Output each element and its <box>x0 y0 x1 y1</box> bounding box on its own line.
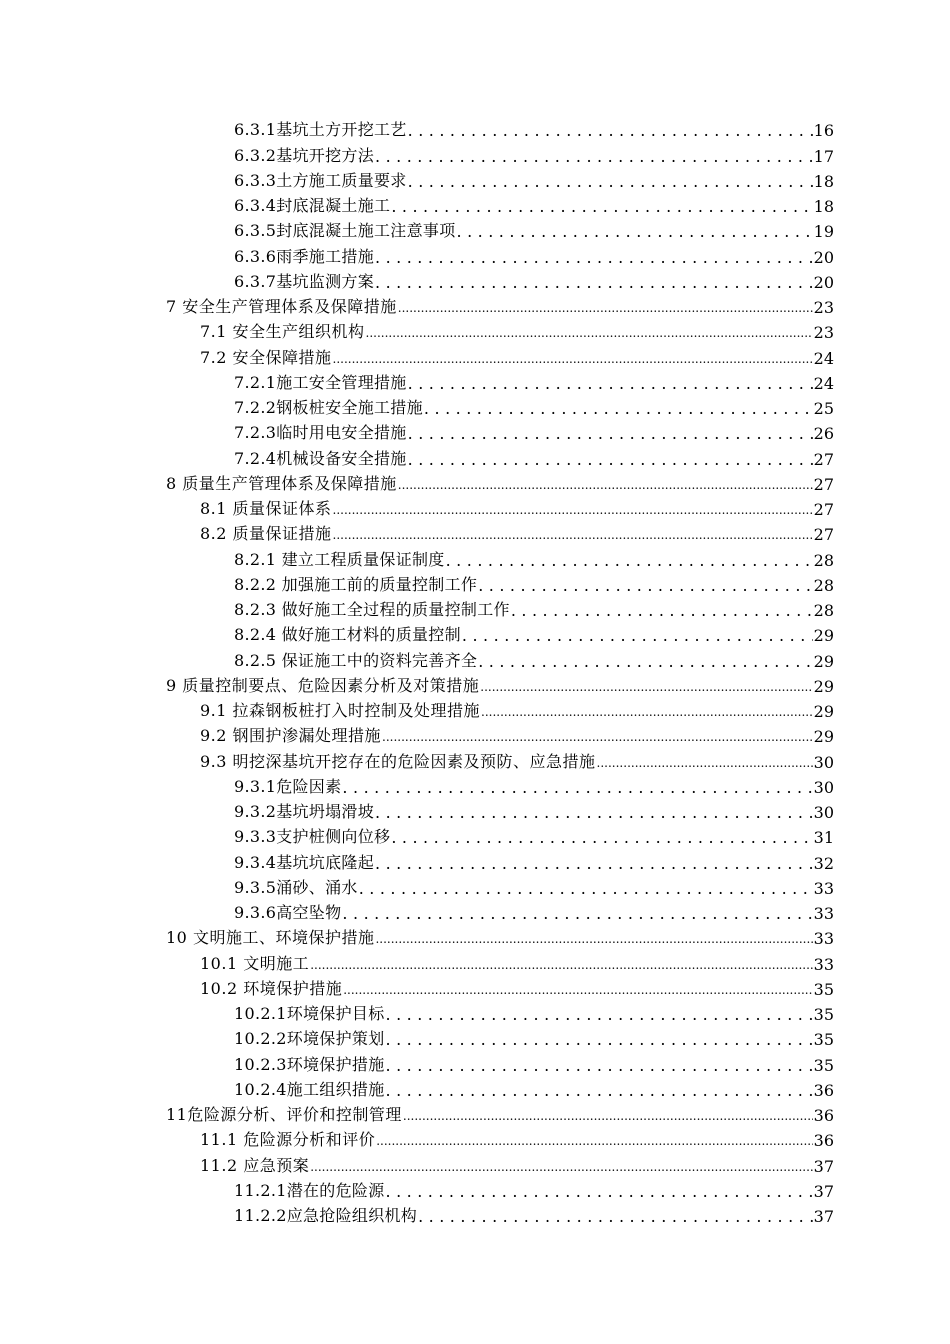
toc-entry[interactable] <box>234 874 834 899</box>
toc-dot-leader <box>343 980 812 1000</box>
toc-entry[interactable] <box>200 495 834 520</box>
toc-entry-page-number: 20 <box>813 247 834 267</box>
toc-entry[interactable] <box>234 116 834 141</box>
toc-entry-page-number: 19 <box>813 222 834 242</box>
toc-entry[interactable] <box>166 293 834 318</box>
toc-entry-page-number: 16 <box>813 121 834 141</box>
toc-entry-title: 8.2.1 建立工程质量保证制度 <box>234 549 445 569</box>
toc-entry[interactable] <box>234 192 834 217</box>
toc-entry-page-number: 28 <box>813 550 834 570</box>
toc-entry[interactable] <box>166 470 834 495</box>
toc-dot-leader <box>310 1157 812 1177</box>
toc-dot-leader <box>375 854 813 874</box>
toc-entry-title: 6.3.7基坑监测方案 <box>234 271 375 291</box>
toc-entry-page-number: 27 <box>813 525 834 545</box>
toc-entry-title: 6.3.2基坑开挖方法 <box>234 145 375 165</box>
toc-entry-title: 7.2.2钢板桩安全施工措施 <box>234 398 423 417</box>
toc-entry[interactable] <box>234 571 834 596</box>
table-of-contents <box>0 116 950 1227</box>
toc-dot-leader <box>408 424 813 444</box>
toc-dot-leader <box>375 147 813 167</box>
toc-entry-title: 10.2.3环境保护措施 <box>234 1054 385 1074</box>
toc-entry-page-number: 36 <box>813 1106 834 1125</box>
toc-entry-title: 10.2 环境保护措施 <box>200 978 343 998</box>
toc-dot-leader <box>481 702 813 722</box>
toc-dot-leader <box>418 1207 813 1227</box>
toc-entry[interactable] <box>200 343 834 368</box>
toc-entry-page-number: 33 <box>813 954 834 974</box>
toc-entry[interactable] <box>234 419 834 444</box>
toc-entry-title: 7 安全生产管理体系及保障措施 <box>166 297 397 316</box>
toc-entry[interactable] <box>234 848 834 873</box>
toc-entry[interactable] <box>234 798 834 823</box>
toc-entry-page-number: 35 <box>813 979 834 999</box>
toc-entry[interactable] <box>234 1025 834 1050</box>
toc-entry-title: 8.1 质量保证体系 <box>200 499 332 518</box>
toc-entry-page-number: 36 <box>813 1131 834 1151</box>
toc-entry-page-number: 24 <box>813 373 834 393</box>
toc-entry-page-number: 18 <box>813 197 834 216</box>
toc-dot-leader <box>366 323 813 343</box>
toc-entry-title: 9.3.6高空坠物 <box>234 903 342 922</box>
toc-entry[interactable] <box>234 1076 834 1101</box>
toc-dot-leader <box>398 475 813 495</box>
toc-entry-title: 9.3.5涌砂、涌水 <box>234 877 358 897</box>
toc-entry-title: 9 质量控制要点、危险因素分析及对策措施 <box>166 675 480 695</box>
toc-entry[interactable] <box>166 1101 834 1126</box>
toc-dot-leader <box>342 904 812 924</box>
toc-entry-title: 10.2.1环境保护目标 <box>234 1004 385 1023</box>
toc-entry[interactable] <box>234 167 834 192</box>
toc-entry-page-number: 25 <box>813 399 834 418</box>
toc-entry-page-number: 30 <box>813 803 834 822</box>
toc-entry-page-number: 23 <box>813 323 834 343</box>
toc-entry-title: 9.1 拉森钢板桩打入时控制及处理措施 <box>200 701 481 720</box>
toc-entry[interactable] <box>166 672 834 697</box>
toc-dot-leader <box>408 172 813 192</box>
toc-dot-leader <box>375 803 813 823</box>
toc-entry-page-number: 24 <box>813 348 834 368</box>
toc-entry-page-number: 29 <box>813 727 834 747</box>
toc-dot-leader <box>375 248 813 268</box>
toc-entry[interactable] <box>200 722 834 747</box>
toc-entry[interactable] <box>200 747 834 772</box>
toc-entry[interactable] <box>234 773 834 798</box>
toc-entry-title: 8.2.4 做好施工材料的质量控制 <box>234 625 461 645</box>
toc-entry-title: 6.3.4封底混凝土施工 <box>234 196 391 215</box>
toc-entry-page-number: 20 <box>813 272 834 292</box>
toc-dot-leader <box>391 828 812 848</box>
toc-entry[interactable] <box>200 1151 834 1176</box>
toc-entry[interactable] <box>234 646 834 671</box>
toc-dot-leader <box>478 652 812 672</box>
toc-dot-leader <box>403 1106 813 1126</box>
toc-entry-title: 7.1 安全生产组织机构 <box>200 322 365 342</box>
toc-entry[interactable] <box>200 949 834 974</box>
toc-dot-leader <box>446 551 813 571</box>
toc-entry[interactable] <box>234 141 834 166</box>
toc-dot-leader <box>386 1030 813 1050</box>
toc-dot-leader <box>457 222 813 242</box>
toc-dot-leader <box>597 753 813 773</box>
toc-dot-leader <box>333 349 813 369</box>
toc-dot-leader <box>398 298 813 318</box>
toc-entry-page-number: 35 <box>813 1005 834 1024</box>
toc-entry-title: 11危险源分析、评价和控制管理 <box>166 1105 402 1124</box>
toc-dot-leader <box>478 576 812 596</box>
toc-entry[interactable] <box>234 444 834 469</box>
toc-entry-title: 11.1 危险源分析和评价 <box>200 1130 376 1150</box>
toc-entry-title: 10.2.4施工组织措施 <box>234 1079 385 1099</box>
toc-entry-title: 9.3 明挖深基坑开挖存在的危险因素及预防、应急措施 <box>200 751 596 771</box>
toc-entry-title: 10.1 文明施工 <box>200 953 310 973</box>
toc-entry-page-number: 17 <box>813 146 834 166</box>
toc-entry[interactable] <box>234 242 834 267</box>
toc-dot-leader <box>408 121 813 141</box>
toc-entry-page-number: 29 <box>813 676 834 696</box>
toc-entry[interactable] <box>234 369 834 394</box>
toc-entry[interactable] <box>234 596 834 621</box>
toc-entry-page-number: 30 <box>813 777 834 797</box>
toc-entry-page-number: 37 <box>813 1156 834 1176</box>
toc-entry-page-number: 29 <box>813 626 834 646</box>
toc-entry-title: 10 文明施工、环境保护措施 <box>166 928 375 948</box>
toc-entry-title: 9.3.1危险因素 <box>234 776 342 796</box>
toc-entry-title: 8.2 质量保证措施 <box>200 524 332 544</box>
toc-entry-title: 11.2.2应急抢险组织机构 <box>234 1206 418 1225</box>
toc-dot-leader <box>386 1005 813 1025</box>
toc-entry[interactable] <box>200 520 834 545</box>
toc-entry-title: 8.2.5 保证施工中的资料完善齐全 <box>234 650 478 670</box>
toc-entry[interactable] <box>234 268 834 293</box>
toc-entry-title: 11.2.1潜在的危险源 <box>234 1180 385 1200</box>
toc-entry[interactable] <box>234 1202 834 1227</box>
toc-entry-page-number: 37 <box>813 1181 834 1201</box>
toc-entry[interactable] <box>234 1000 834 1025</box>
toc-entry-title: 9.3.4基坑坑底隆起 <box>234 852 375 872</box>
toc-dot-leader <box>408 450 813 470</box>
toc-entry-title: 7.2 安全保障措施 <box>200 347 332 367</box>
toc-dot-leader <box>386 1182 813 1202</box>
toc-entry-title: 6.3.5封底混凝土施工注意事项 <box>234 221 456 241</box>
toc-entry-title: 11.2 应急预案 <box>200 1155 310 1175</box>
toc-entry[interactable] <box>166 924 834 949</box>
toc-dot-leader <box>359 879 813 899</box>
toc-dot-leader <box>511 601 813 621</box>
toc-entry-page-number: 29 <box>813 702 834 721</box>
toc-entry-page-number: 32 <box>813 853 834 873</box>
toc-entry-title: 6.3.1基坑土方开挖工艺 <box>234 120 407 140</box>
toc-entry-page-number: 37 <box>813 1207 834 1226</box>
toc-entry-page-number: 28 <box>813 575 834 595</box>
toc-entry-page-number: 29 <box>813 651 834 671</box>
toc-entry-page-number: 27 <box>813 449 834 469</box>
toc-entry-page-number: 27 <box>813 474 834 494</box>
toc-entry-page-number: 35 <box>813 1030 834 1050</box>
toc-entry[interactable] <box>234 621 834 646</box>
toc-entry-page-number: 27 <box>813 500 834 519</box>
toc-entry[interactable] <box>234 1050 834 1075</box>
toc-dot-leader <box>386 1056 813 1076</box>
toc-dot-leader <box>333 525 813 545</box>
toc-entry[interactable] <box>234 1177 834 1202</box>
toc-dot-leader <box>480 677 812 697</box>
toc-entry-title: 8.2.3 做好施工全过程的质量控制工作 <box>234 600 510 619</box>
toc-entry-title: 8 质量生产管理体系及保障措施 <box>166 473 397 493</box>
toc-dot-leader <box>386 1081 813 1101</box>
toc-entry[interactable] <box>234 899 834 924</box>
toc-entry-page-number: 26 <box>813 424 834 444</box>
toc-dot-leader <box>391 197 812 217</box>
toc-dot-leader <box>310 955 812 975</box>
toc-entry[interactable] <box>200 318 834 343</box>
toc-entry-title: 7.2.1施工安全管理措施 <box>234 372 407 392</box>
toc-entry-title: 8.2.2 加强施工前的质量控制工作 <box>234 574 478 594</box>
toc-dot-leader <box>333 500 813 520</box>
toc-entry-title: 10.2.2环境保护策划 <box>234 1029 385 1049</box>
toc-entry-page-number: 23 <box>813 298 834 317</box>
toc-entry[interactable] <box>200 975 834 1000</box>
toc-dot-leader <box>375 929 812 949</box>
toc-entry-page-number: 36 <box>813 1080 834 1100</box>
toc-entry[interactable] <box>234 823 834 848</box>
toc-entry-page-number: 18 <box>813 171 834 191</box>
toc-entry-page-number: 33 <box>813 878 834 898</box>
toc-entry-page-number: 30 <box>813 752 834 772</box>
toc-entry-title: 9.3.3支护桩侧向位移 <box>234 827 391 847</box>
toc-entry-page-number: 35 <box>813 1055 834 1075</box>
toc-dot-leader <box>424 399 813 419</box>
toc-entry-title: 9.2 钢围护渗漏处理措施 <box>200 726 382 746</box>
toc-entry-page-number: 33 <box>813 904 834 923</box>
toc-entry-title: 9.3.2基坑坍塌滑坡 <box>234 802 375 821</box>
toc-entry[interactable] <box>200 1126 834 1151</box>
toc-entry-title: 7.2.4机械设备安全措施 <box>234 448 407 468</box>
toc-entry-title: 6.3.6雨季施工措施 <box>234 246 375 266</box>
toc-dot-leader <box>462 626 813 646</box>
toc-entry[interactable] <box>234 394 834 419</box>
toc-entry-page-number: 31 <box>813 828 834 848</box>
toc-entry[interactable] <box>234 217 834 242</box>
toc-entry-page-number: 28 <box>813 601 834 620</box>
toc-dot-leader <box>382 727 813 747</box>
toc-dot-leader <box>375 273 813 293</box>
toc-entry-page-number: 33 <box>813 929 834 949</box>
toc-dot-leader <box>342 778 812 798</box>
toc-entry[interactable] <box>234 545 834 570</box>
toc-dot-leader <box>376 1131 812 1151</box>
toc-dot-leader <box>408 374 813 394</box>
toc-entry[interactable] <box>200 697 834 722</box>
toc-entry-title: 6.3.3土方施工质量要求 <box>234 170 407 190</box>
toc-entry-title: 7.2.3临时用电安全措施 <box>234 423 407 443</box>
